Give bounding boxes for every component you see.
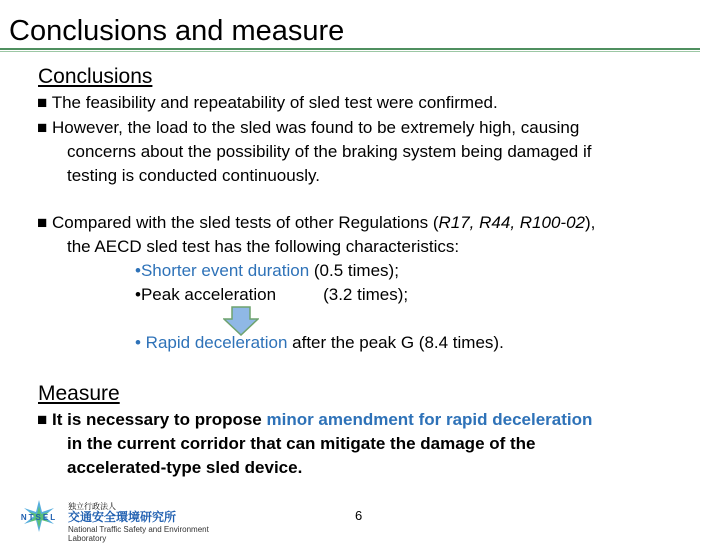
title-rule-thin bbox=[0, 51, 700, 52]
characteristic-3-label: • Rapid deceleration bbox=[135, 333, 288, 352]
down-arrow-icon bbox=[223, 306, 259, 336]
slide-title: Conclusions and measure bbox=[9, 15, 345, 47]
conclusion-text-1: The feasibility and repeatability of sled test were confirmed. bbox=[51, 93, 498, 112]
title-rule bbox=[0, 48, 700, 50]
conclusion-text-2-cont2: testing is conducted continuously. bbox=[67, 166, 320, 185]
page-number: 6 bbox=[355, 508, 363, 523]
conclusion-bullet-2 bbox=[37, 118, 579, 138]
org-name-en: National Traffic Safety and Environment bbox=[68, 525, 209, 534]
conclusion-text-3-post: ), bbox=[584, 213, 596, 232]
regulations-list: R17, R44, R100-02 bbox=[438, 213, 585, 232]
org-small-label: 独立行政法人 bbox=[68, 502, 116, 511]
characteristic-2 bbox=[135, 285, 408, 305]
ntsel-logo-icon bbox=[12, 498, 66, 534]
bullet-marker: ■ bbox=[37, 213, 48, 232]
measure-text-3: accelerated-type sled device. bbox=[67, 458, 303, 477]
characteristic-2-label: •Peak acceleration bbox=[135, 285, 277, 304]
conclusion-text-3-pre: Compared with the sled tests of other Regulations ( bbox=[52, 213, 439, 232]
characteristic-3-value: after the peak G (8.4 times). bbox=[287, 333, 504, 352]
measure-highlight: minor amendment for rapid deceleration bbox=[266, 410, 593, 429]
conclusion-text-2: However, the load to the sled was found to be extremely high, causing bbox=[52, 118, 580, 137]
bullet-marker: ■ bbox=[37, 93, 48, 112]
conclusion-bullet-1 bbox=[37, 93, 498, 113]
measure-heading: Measure bbox=[38, 382, 120, 405]
characteristic-1 bbox=[135, 261, 399, 281]
characteristic-1-value: (0.5 times); bbox=[309, 261, 399, 280]
conclusions-heading: Conclusions bbox=[38, 65, 153, 88]
characteristic-3 bbox=[135, 333, 504, 353]
org-name-jp: 交通安全環境研究所 bbox=[68, 510, 177, 524]
conclusion-text-3-cont: the AECD sled test has the following characteristics: bbox=[67, 237, 460, 256]
measure-bullet bbox=[37, 410, 592, 430]
measure-text-2: in the current corridor that can mitigate the damage of the bbox=[67, 434, 536, 453]
characteristic-1-label: •Shorter event duration bbox=[135, 261, 310, 280]
conclusion-text-2-cont1: concerns about the possibility of the braking system being damaged if bbox=[67, 142, 592, 161]
conclusion-bullet-3 bbox=[37, 213, 595, 233]
bullet-marker: ■ bbox=[37, 410, 48, 429]
measure-text-1-pre: It is necessary to propose bbox=[52, 410, 267, 429]
org-name-en-2: Laboratory bbox=[68, 534, 107, 543]
bullet-marker: ■ bbox=[37, 118, 48, 137]
characteristic-2-value: (3.2 times); bbox=[323, 285, 409, 304]
logo-text: NTSEL bbox=[20, 513, 58, 522]
